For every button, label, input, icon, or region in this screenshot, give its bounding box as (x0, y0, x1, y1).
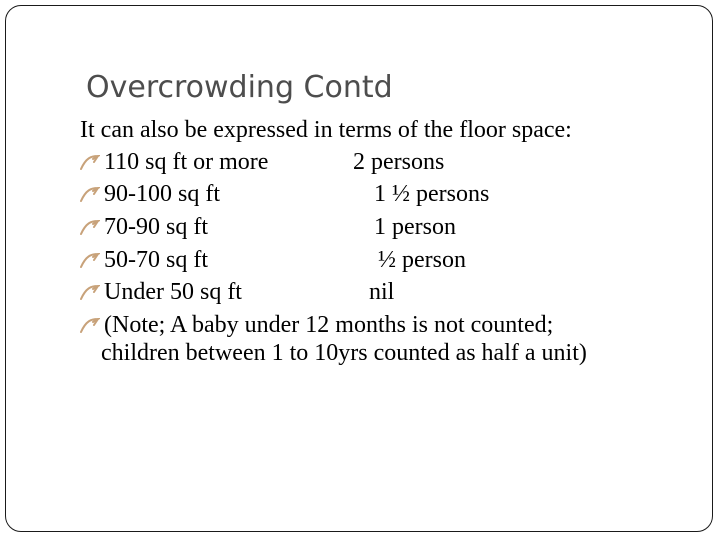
floor-space-label: 110 sq ft or more (104, 149, 269, 175)
note-text-continued: children between 1 to 10yrs counted as half a unit) (101, 340, 587, 366)
arrow-bullet-icon (80, 220, 100, 236)
floor-space-label: 50-70 sq ft (104, 247, 208, 273)
arrow-bullet-icon (80, 187, 100, 203)
persons-value: nil (369, 279, 395, 305)
slide-title: Overcrowding Contd (86, 70, 393, 105)
arrow-bullet-icon (80, 253, 100, 269)
intro-text: It can also be expressed in terms of the floor space: (80, 117, 572, 143)
arrow-bullet-icon (80, 285, 100, 301)
persons-value: 2 persons (353, 149, 445, 175)
note-text: (Note; A baby under 12 months is not counted; (104, 312, 554, 338)
persons-value: ½ person (378, 247, 466, 273)
floor-space-label: 90-100 sq ft (104, 181, 220, 207)
persons-value: 1 ½ persons (374, 181, 490, 207)
arrow-bullet-icon (80, 318, 100, 334)
persons-value: 1 person (374, 214, 456, 240)
arrow-bullet-icon (80, 155, 100, 171)
floor-space-label: 70-90 sq ft (104, 214, 208, 240)
floor-space-label: Under 50 sq ft (104, 279, 242, 305)
